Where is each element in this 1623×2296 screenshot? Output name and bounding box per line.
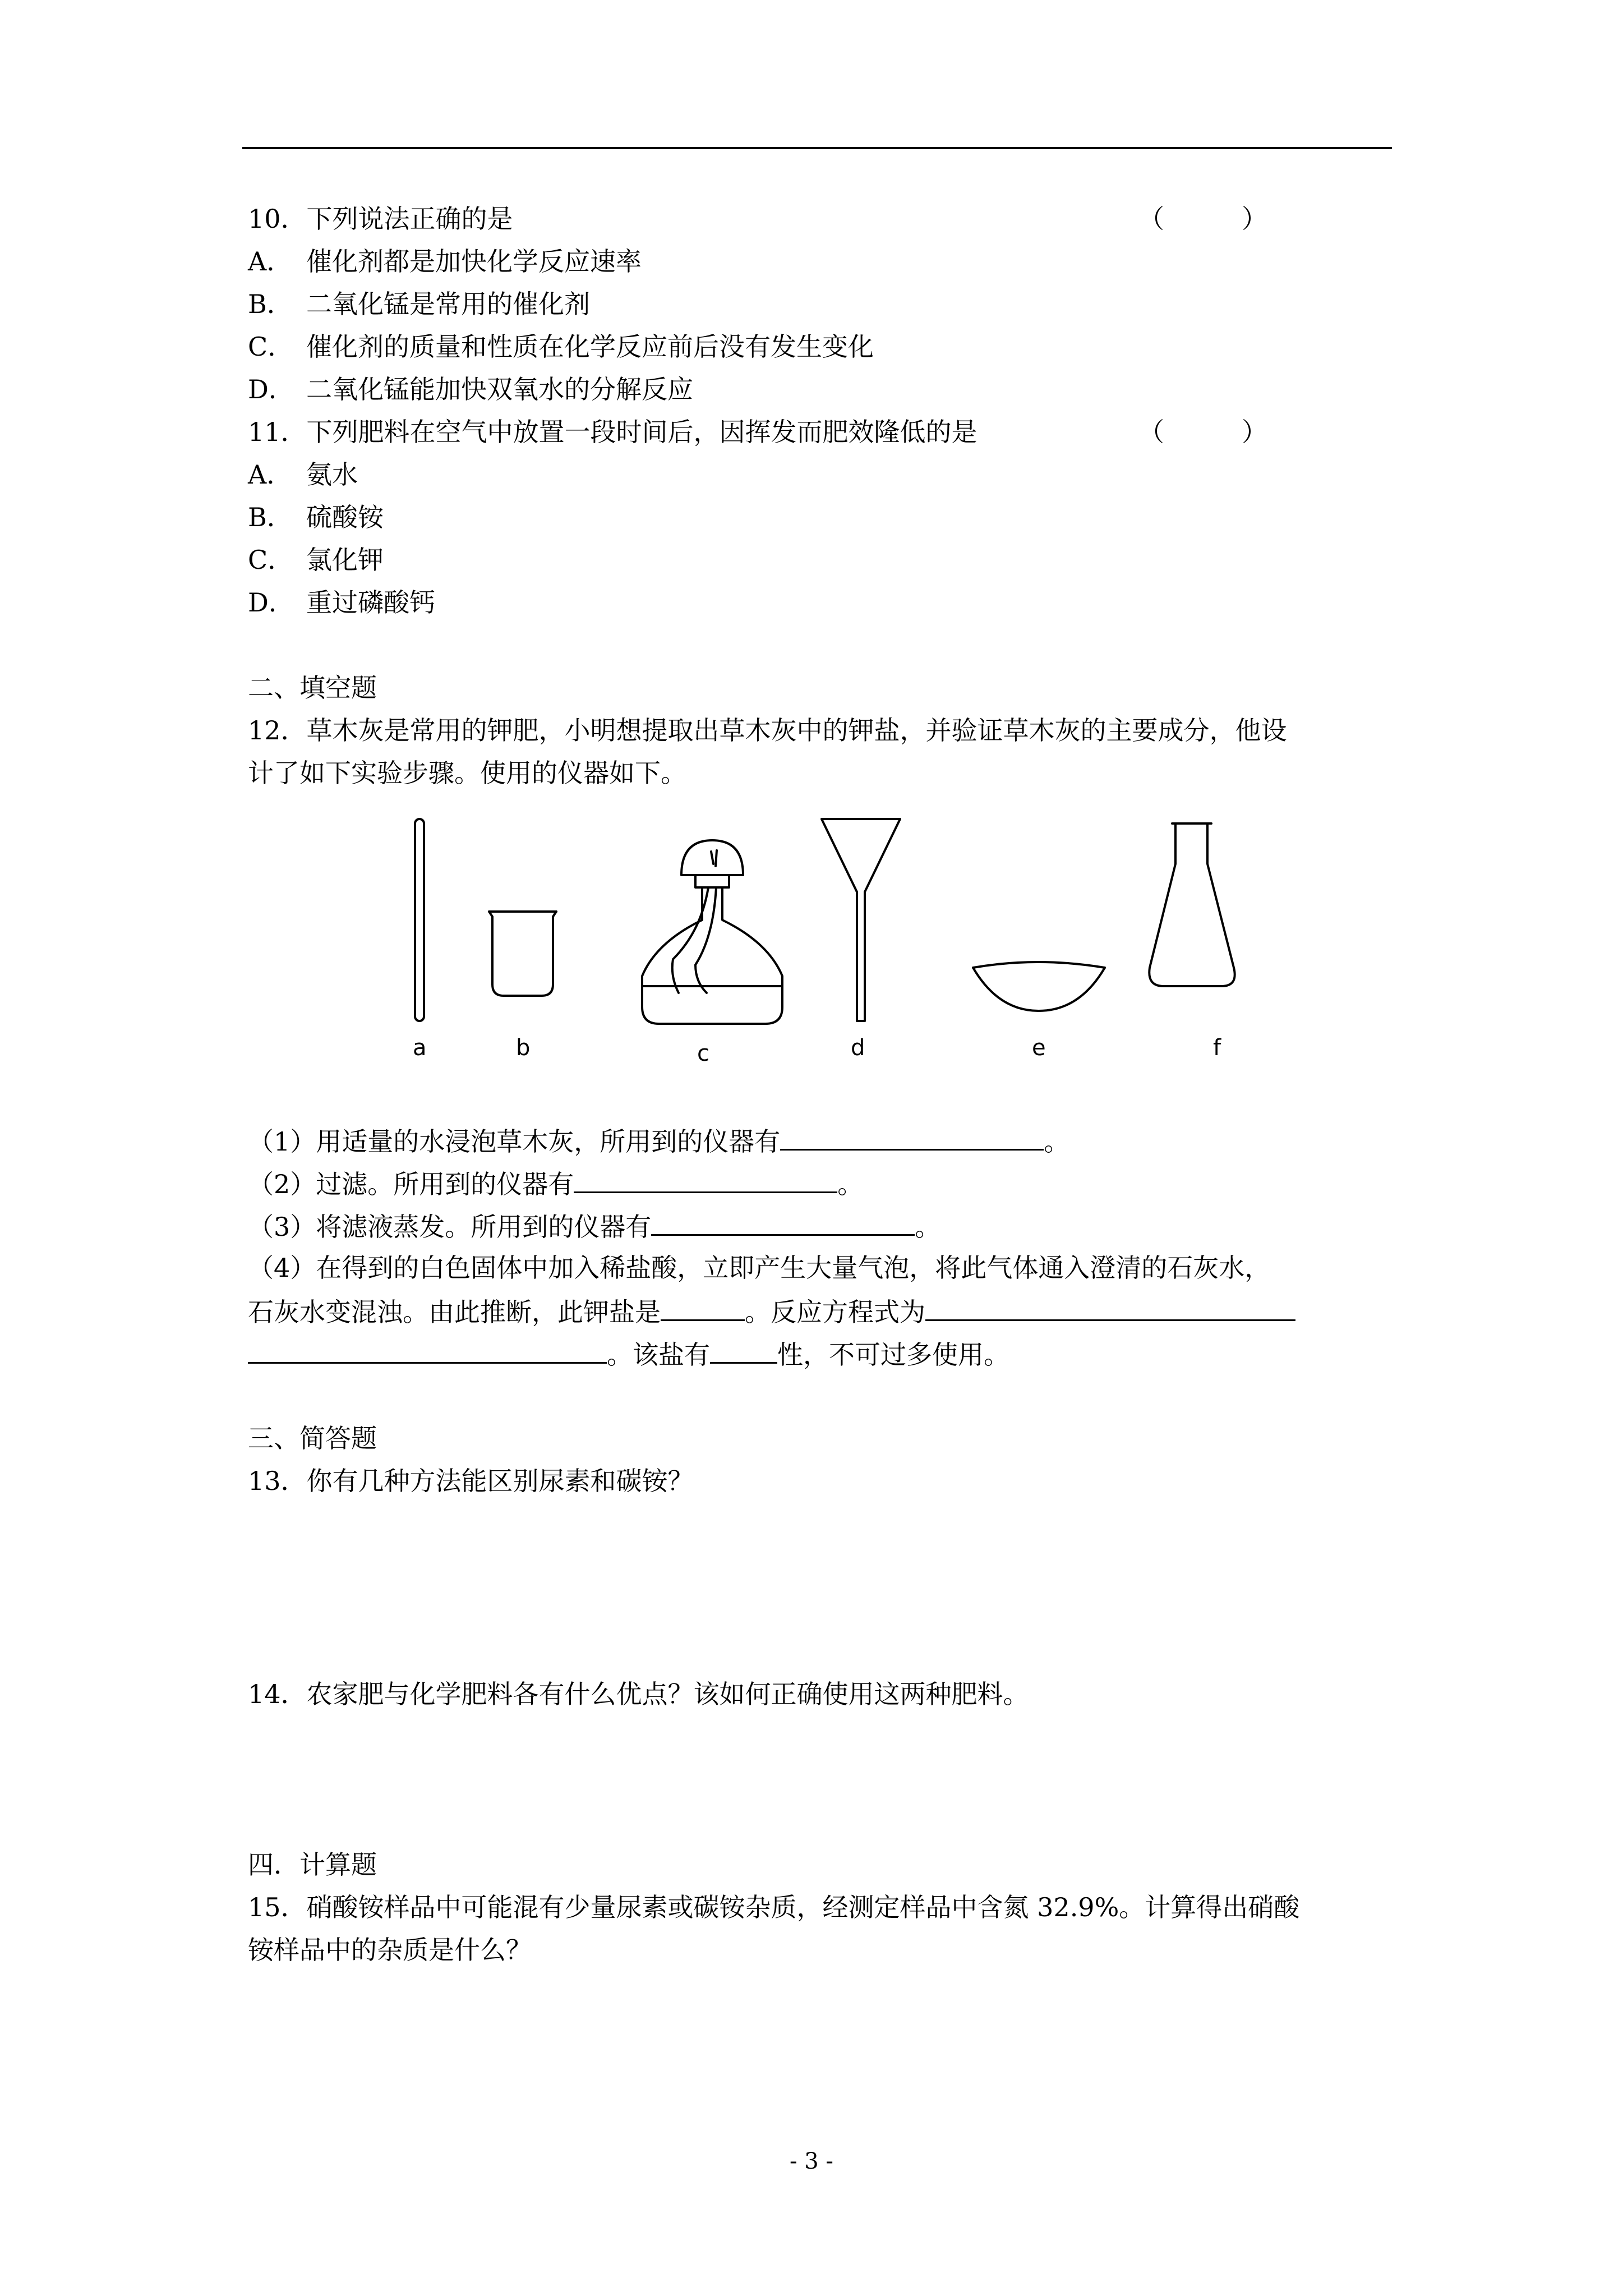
option-text: 氨水 [306,459,358,490]
apparatus-figure [336,808,1318,1071]
q12-part-4-line3 [248,1336,1009,1372]
part-text: （2）过滤。所用到的仪器有 [248,1169,574,1199]
part-text: 。 [837,1169,864,1199]
option-text: 二氧化锰能加快双氧水的分解反应 [306,374,693,404]
q10-answer-paren: （ ） [1138,204,1267,234]
q12-part-3 [248,1208,940,1244]
option-letter: D． [248,374,294,404]
q12-part-2 [248,1166,863,1201]
part-text: 。该盐有 [607,1340,710,1370]
q11-option-c [248,543,384,577]
evaporating-dish-icon [973,962,1105,1011]
q10-option-d [248,372,693,406]
funnel-icon [822,819,900,1021]
q10-stem: 10．下列说法正确的是 [248,204,513,234]
part-text: （3）将滤液蒸发。所用到的仪器有 [248,1212,652,1242]
option-text: 硫酸铵 [306,502,384,532]
answer-blank[interactable] [574,1166,837,1193]
q10-option-a [248,245,642,278]
alcohol-lamp-icon [642,840,782,1024]
answer-blank[interactable] [780,1123,1044,1151]
option-text: 氯化钾 [306,545,384,575]
q11-stem: 11．下列肥料在空气中放置一段时间后，因挥发而肥效隆低的是 [248,417,978,447]
glass-rod-icon [415,819,424,1021]
page-number: - 3 - [790,2148,833,2174]
figure-label-e: e [1032,1035,1046,1061]
beaker-icon [489,912,556,996]
option-text: 催化剂的质量和性质在化学反应前后没有发生变化 [306,332,874,362]
section-2-title: 二、填空题 [248,673,377,703]
figure-label-c: c [697,1041,709,1066]
part-text: 。反应方程式为 [745,1297,925,1327]
figure-label-d: d [851,1035,865,1061]
conical-flask-icon [1149,823,1234,986]
option-letter: D． [248,587,294,618]
q12-part-4-line1: （4）在得到的白色固体中加入稀盐酸，立即产生大量气泡，将此气体通入澄清的石灰水， [248,1253,1271,1283]
option-letter: B． [248,502,293,532]
figure-label-a: a [413,1035,427,1061]
figure-label-b: b [516,1035,531,1061]
q12-stem-line2: 计了如下实验步骤。使用的仪器如下。 [248,758,686,788]
part-text: 。 [915,1212,941,1242]
q11-option-a [248,458,358,491]
option-text: 催化剂都是加快化学反应速率 [306,246,642,277]
q11-answer-paren: （ ） [1138,417,1267,447]
option-letter: A． [248,246,293,277]
q12-part-4-line2 [248,1294,1295,1329]
q12-stem-line1: 12．草木灰是常用的钾肥，小明想提取出草木灰中的钾盐，并验证草木灰的主要成分，他设 [248,715,1287,746]
answer-blank[interactable] [248,1336,607,1364]
part-text: 性，不可过多使用。 [777,1340,1009,1370]
q12-part-1 [248,1123,1069,1158]
option-letter: C． [248,332,294,362]
answer-blank[interactable] [661,1294,745,1321]
section-4-title: 四．计算题 [248,1849,377,1880]
answer-blank[interactable] [710,1336,777,1364]
part-text: 。 [1044,1126,1070,1157]
q15-line1: 15．硝酸铵样品中可能混有少量尿素或碳铵杂质，经测定样品中含氮 32.9%。计算得出硝酸 [248,1892,1300,1922]
option-text: 二氧化锰是常用的催化剂 [306,289,590,319]
header-rule [242,147,1392,149]
figure-label-f: f [1213,1035,1221,1061]
answer-blank[interactable] [651,1208,915,1236]
section-3-title: 三、简答题 [248,1423,377,1453]
q11-option-b [248,500,384,534]
q11-option-d [248,586,435,619]
part-text: 石灰水变混浊。由此推断，此钾盐是 [248,1297,661,1327]
answer-blank[interactable] [925,1294,1295,1321]
q14-text: 14．农家肥与化学肥料各有什么优点？该如何正确使用这两种肥料。 [248,1679,1029,1709]
option-text: 重过磷酸钙 [306,587,435,618]
apparatus-drawing [336,808,1318,1071]
q13-text: 13．你有几种方法能区别尿素和碳铵？ [248,1466,694,1496]
option-letter: A． [248,459,293,490]
q10-option-b [248,287,590,321]
option-letter: B． [248,289,293,319]
q15-line2: 铵样品中的杂质是什么？ [248,1935,532,1965]
part-text: （1）用适量的水浸泡草木灰，所用到的仪器有 [248,1126,781,1157]
q10-option-c [248,330,874,364]
option-letter: C． [248,545,294,575]
